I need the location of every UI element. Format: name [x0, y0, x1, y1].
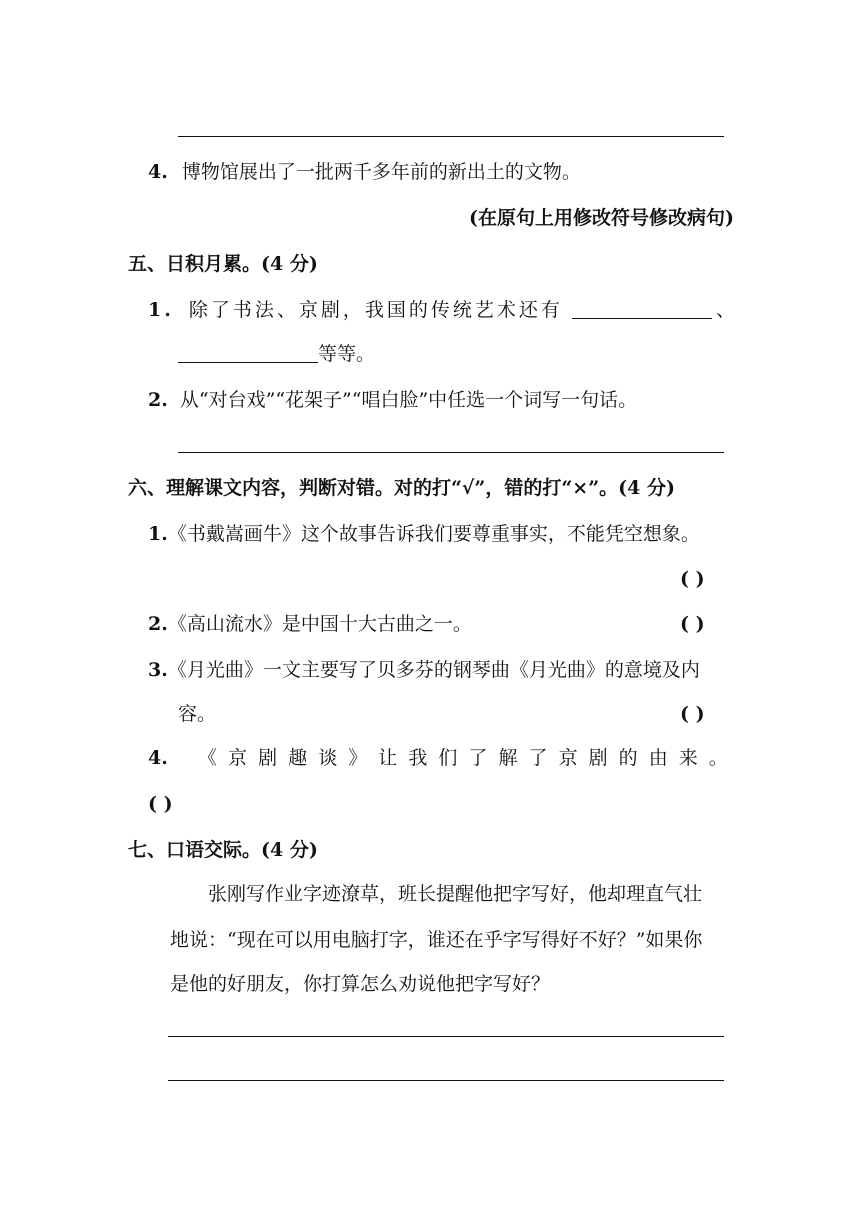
- answer-line-s7-1[interactable]: [168, 1036, 724, 1037]
- question-number: 2.: [148, 389, 168, 411]
- question-text: 从“对台戏”“花架子”“唱白脸”中任选一个词写一句话。: [179, 389, 638, 411]
- section-5-question-1-cont: [178, 342, 375, 366]
- answer-line-s5q2[interactable]: [178, 452, 724, 453]
- char: 们: [438, 747, 458, 769]
- char: 由: [648, 747, 668, 769]
- question-number: 1.: [148, 523, 168, 545]
- question-4-row: [148, 160, 581, 184]
- section-5-title: 五、日积月累。(4 分): [128, 253, 318, 275]
- char: 京: [228, 747, 248, 769]
- char: 谈: [318, 747, 338, 769]
- question-text: 《月光曲》一文主要写了贝多芬的钢琴曲《月光曲》的意境及内: [167, 659, 700, 681]
- char: 剧: [258, 747, 278, 769]
- section-6-title: 六、理解课文内容，判断对错。对的打“√”，错的打“×”。(4 分): [128, 477, 675, 499]
- question-number: 1.: [148, 299, 174, 321]
- section-7-para-line-2: 地说：“现在可以用电脑打字，谁还在乎字写得好不好？”如果你: [170, 929, 703, 951]
- question-text: 《高山流水》是中国十大古曲之一。: [167, 613, 472, 635]
- section-5-question-2: [148, 388, 637, 412]
- char: 剧: [588, 747, 608, 769]
- section-7-para-line-3: 是他的好朋友，你打算怎么劝说他把字写好？: [170, 973, 551, 995]
- section-7-para-line-1: 张刚写作业字迹潦草，班长提醒他把字写好，他却理直气壮: [208, 883, 703, 905]
- answer-line-s7-2[interactable]: [168, 1080, 724, 1081]
- question-tail: 等等。: [318, 343, 376, 365]
- char: 来: [678, 747, 698, 769]
- section-7-title: 七、口语交际。(4 分): [128, 839, 318, 861]
- question-text: 博物馆展出了一批两千多年前的新出土的文物。: [181, 161, 581, 183]
- char: 趣: [288, 747, 308, 769]
- answer-line-top[interactable]: [178, 136, 724, 137]
- section-6-item-1: [148, 522, 700, 546]
- char: 京: [558, 747, 578, 769]
- char: 让: [378, 747, 398, 769]
- question-4-hint: (在原句上用修改符号修改病句): [469, 207, 734, 229]
- section-6-item-4-text: [198, 746, 728, 770]
- char: 。: [708, 747, 728, 769]
- section-5-question-1: [148, 298, 738, 322]
- section-6-item-3-cont: 容。: [178, 703, 217, 725]
- question-number: 4.: [148, 161, 168, 183]
- answer-parens-4[interactable]: ( ): [148, 793, 173, 815]
- char: 了: [528, 747, 548, 769]
- fill-in-blank-1[interactable]: [572, 298, 712, 319]
- question-number: 3.: [148, 659, 168, 681]
- answer-parens-1[interactable]: ( ): [680, 568, 705, 590]
- char: 了: [468, 747, 488, 769]
- char: 解: [498, 747, 518, 769]
- section-6-item-2: [148, 612, 472, 636]
- answer-parens-3[interactable]: ( ): [680, 703, 705, 725]
- char: 的: [618, 747, 638, 769]
- char: 《: [198, 747, 218, 769]
- section-6-item-3: [148, 658, 700, 682]
- section-6-item-4-number: 4.: [148, 747, 168, 769]
- fill-in-blank-2[interactable]: [178, 342, 318, 363]
- separator: 、: [715, 299, 738, 321]
- answer-parens-2[interactable]: ( ): [680, 613, 705, 635]
- question-text: 除了书法、京剧，我国的传统艺术还有: [188, 299, 563, 321]
- question-number: 2.: [148, 613, 168, 635]
- question-text: 《书戴嵩画牛》这个故事告诉我们要尊重事实，不能凭空想象。: [167, 523, 700, 545]
- char: 》: [348, 747, 368, 769]
- char: 我: [408, 747, 428, 769]
